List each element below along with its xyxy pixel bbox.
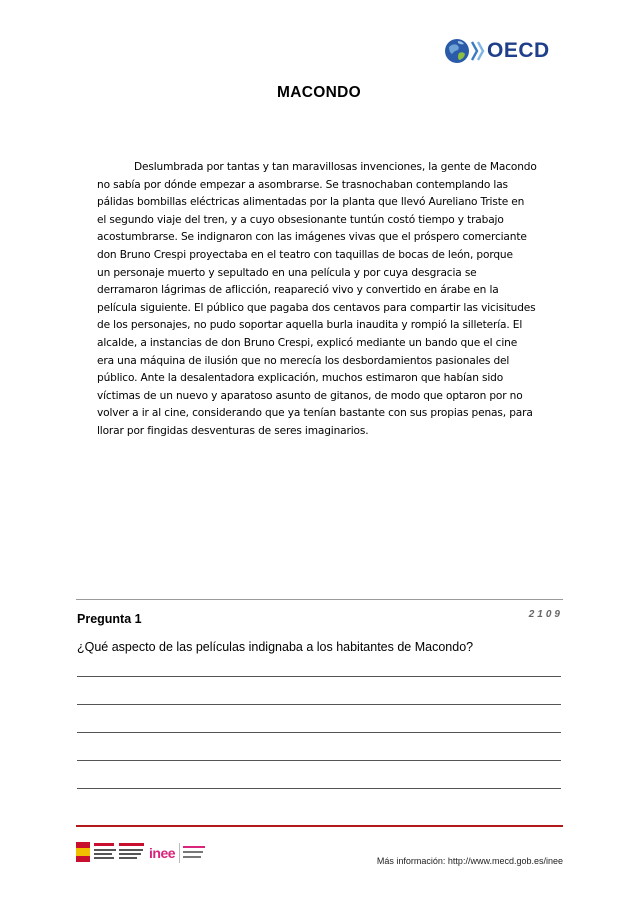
footer-info-link[interactable]: Más información: http://www.mecd.gob.es/inee — [376, 856, 563, 866]
passage-line: derramaron lágrimas de aflicción, reapareció vivo y convertido en árabe en la — [97, 284, 499, 297]
passage-line: víctimas de un nuevo y aparatoso asunto de gitanos, de modo que optaron por no — [97, 389, 523, 402]
page-title: MACONDO — [277, 84, 361, 101]
passage-line: un personaje muerto y sepultado en una película y por cuya desgracia se — [97, 266, 477, 279]
reading-passage — [97, 159, 543, 441]
passage-line: el segundo viaje del tren, y a cuyo obsesionante tuntún costó tiempo y trabajo — [97, 213, 504, 226]
question-number: Pregunta 1 — [77, 612, 142, 626]
passage-line: era una máquina de ilusión que no merecía los desbordamientos pasionales del — [97, 354, 510, 367]
oecd-logo — [444, 34, 560, 68]
question-code: 2109 — [528, 609, 563, 620]
globe-icon — [444, 38, 470, 64]
footer-divider — [76, 825, 563, 827]
passage-line: acostumbrarse. Se indignaron con las imágenes vivas que el próspero comerciante — [97, 231, 527, 244]
inee-logo — [149, 843, 210, 863]
chevrons-icon — [471, 39, 485, 63]
passage-line: llorar por fingidas desventuras de seres imaginarios. — [97, 424, 369, 437]
answer-line[interactable] — [77, 788, 561, 789]
passage-line: alcalde, a instancias de don Bruno Crespi, explicó mediante un bando que el cine — [97, 336, 518, 349]
passage-line: don Bruno Crespi proyectaba en el teatro con taquillas de bocas de león, porque — [97, 248, 513, 261]
answer-line[interactable] — [77, 704, 561, 705]
answer-line[interactable] — [77, 760, 561, 761]
passage-line: público. Ante la desalentadora explicación, muchos estimaron que habían sido — [97, 372, 504, 385]
answer-line[interactable] — [77, 732, 561, 733]
answer-area[interactable] — [77, 676, 561, 816]
passage-line: película siguiente. El público que pagaba dos centavos para compartir las vicisitudes — [97, 301, 536, 314]
answer-line[interactable] — [77, 676, 561, 677]
passage-line: no sabía por dónde empezar a asombrarse. Se trasnochaban contemplando las — [97, 178, 508, 191]
government-of-spain-logo — [76, 840, 146, 866]
question-text: ¿Qué aspecto de las películas indignaba a los habitantes de Macondo? — [77, 640, 474, 654]
passage-line: volver a ir al cine, considerando que ya tenían bastante con sus propias penas, para — [97, 407, 533, 420]
section-divider — [76, 599, 563, 600]
oecd-logo-text: OECD — [487, 39, 550, 62]
inee-logo-text: inee — [149, 845, 176, 861]
passage-line: pálidas bombillas eléctricas alimentadas por la planta que llevó Aureliano Triste en — [97, 196, 525, 209]
footer-logos — [76, 838, 216, 868]
passage-line: Deslumbrada por tantas y tan maravillosas invenciones, la gente de Macondo — [134, 161, 537, 173]
inee-logo-subtext — [179, 843, 210, 863]
passage-line: de los personajes, no pudo soportar aquella burla inaudita y rompió la silletería. El — [97, 319, 523, 332]
